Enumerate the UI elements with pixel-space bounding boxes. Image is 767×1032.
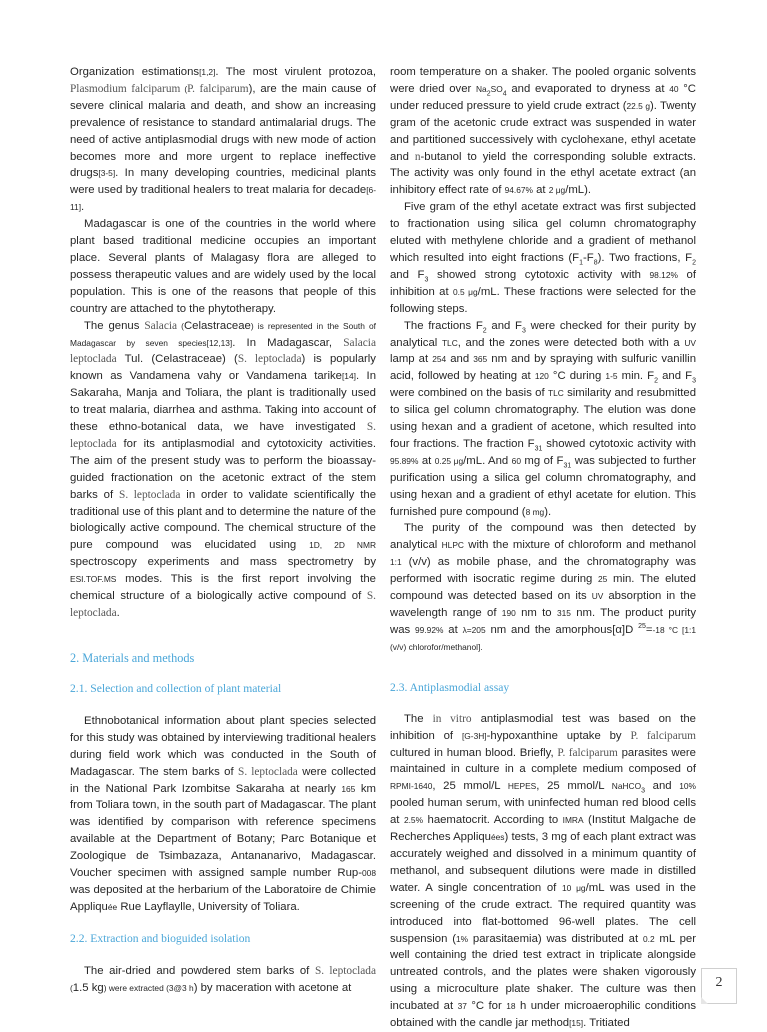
extraction-continued-paragraph: room temperature on a shaker. The pooled organic solvents were dried over $Na_2SO_4$ and evaporated to dryness at 40 °C under reduced pressure to yield crude extract (22.5 g). Twenty gram of the acetonic crude extract was suspended in water and partitioned successively with cyclohexane, ethyl acetate and n-butanol to yield the corresponding soluble extracts. The activity was only found in the ethyl acetate extract (an inhibitory effect rate of 94.67% at 2 μg/mL).: [390, 66, 696, 197]
page-number: 2: [715, 975, 723, 990]
right-column: [390, 64, 696, 1032]
section-heading-extraction: 2.2. Extraction and bioguided isolation: [70, 931, 251, 945]
section-heading-antiplasmodial: 2.3. Antiplasmodial assay: [390, 680, 510, 694]
extraction-paragraph: The air-dried and powdered stem barks of S. leptoclada (1.5 kg) were extracted (3@3 h) by maceration with acetone at: [70, 964, 377, 994]
intro-paragraph-3: The genus Salacia (Celastraceae) is represented in the South of Madagascar by seven species[12,13]. In Madagascar, Salacia leptoclada Tul. (Celastraceae) (S. leptoclada) is popularly known as Vandamena vahy or Vandamena tarike[14]. In Sakaraha, Manja and Toliara, the plant is traditionally used to treat malaria, diarrhea and asthma. Taking into account of these ethno-botanical data, we have investigated S. leptoclada for its antiplasmodial and cytotoxicity activities. The aim of the present study was to perform the bioassay-guided fractionation on the acetonic extract of the stem barks of S. leptoclada in order to validate scientifically the traditional use of this plant and to determine the nature of the biologically active compound. The chemical structure of the pure compound was elucidated using 1D, 2D NMR spectroscopy experiments and mass spectrometry by ESI.TOF.MS modes. This is the first report involving the chemical structure of a biologically active compound of S. leptoclada.: [70, 319, 377, 619]
left-column: [70, 64, 376, 997]
section-heading-materials-methods: 2. Materials and methods: [70, 650, 195, 665]
section-heading-plant-selection: 2.1. Selection and collection of plant material: [70, 681, 282, 695]
purity-paragraph: The purity of the compound was then detected by analytical HLPC with the mixture of chloroform and methanol 1:1 (v/v) as mobile phase, and the chromatography was performed with isocratic regime during 25 min. The eluted compound was detected based on its UV absorption in the wavelength range of 190 nm to 315 nm. The product purity was 99.92% at λ=205 nm and the amorphous[α]D $^{25}$=-18 °C [1:1 (v/v) chlorofor/methanol].: [390, 522, 697, 652]
intro-paragraph-1: Organization estimations[1,2]. The most virulent protozoa, Plasmodium falciparum (P. falciparum), are the main cause of severe clinical malaria and death, and show an increasing prevalence of resistance to standard antimalarial drugs. The need of active antiplasmodial drugs with new mode of action becomes more and more urgent to replace ineffective drugs[3-5]. In many developing countries, medicinal plants were used by traditional healers to treat malaria for decade[6-11].: [70, 66, 376, 214]
purification-paragraph: The fractions $F_2$ and $F_3$ were checked for their purity by analytical TLC, and the zones were detected both with a UV lamp at 254 and 365 nm and by spraying with sulfuric vanillin acid, followed by heating at 120 °C during 1-5 min. $F_2$ and $F_3$ were combined on the basis of TLC similarity and resubmitted to silica gel column chromatography. The elution was done using hexan and a gradient of acetone, which resulted into four fractions. The fraction $F_{31}$ showed cytotoxic activity with 95.89% at 0.25 μg/mL. And 60 mg of $F_{31}$ was subjected to further purification using a silica gel column chromatography, and using hexan and a gradient of ethyl acetate for elution. This furnished pure compound (8 mg).: [390, 319, 697, 518]
plant-selection-paragraph: Ethnobotanical information about plant species selected for this study was obtained by interviewing traditional healers during field work which was conducted in the South of Madagascar. The stem barks of S. leptoclada were collected in the National Park Izombitse Sakaraha at nearly 165 km from Toliara town, in the south part of Madagascar. The plant was identified by comparison with reference specimens available at the Department of Botany; Parc Botanique et Zoologique de Tsimbazaza, Antananarivo, Madagascar. Voucher specimen with assigned sample number Rup-008 was deposited at the herbarium of the Laboratoire de Chimie Appliquée Rue Layflaylle, University of Toliara.: [70, 714, 376, 913]
intro-paragraph-2: Madagascar is one of the countries in the world where plant based traditional medicine occupies an important place. Several plants of Malagasy flora are alleged to possess therapeutic values and are widely used by the local population. This is one of the reasons that people of this country are attached to the phytotherapy.: [70, 218, 376, 315]
fractionation-paragraph: Five gram of the ethyl acetate extract was first subjected to fractionation using silica gel column chromatography eluted with methylene chloride and a gradient of methanol which resulted into eight fractions $(F_1-F_8)$. Two fractions, $F_2$ and $F_3$ showed strong cytotoxic activity with 98.12% of inhibition at 0.5 μg/mL. These fractions were selected for the following steps.: [390, 201, 697, 315]
antiplasmodial-paragraph: The in vitro antiplasmodial test was based on the inhibition of [G-3H]-hypoxanthine uptake by P. falciparum cultured in human blood. Briefly, P. falciparum parasites were maintained in culture in a complete medium composed of RPMI-1640, 25 mmol/L HEPES, 25 mmol/L NaHCO$_3$ and 10% pooled human serum, with uninfected human red blood cells at 2.5% haematocrit. According to IMRA (Institut Malgache de Recherches Appliquées) tests, 3 mg of each plant extract was accurately weighed and dissolved in a minimum quantity of methanol, and subsequent dilutions were made in distilled water. A single concentration of 10 μg/mL was used in the screening of the crude extract. The required quantity was introduced into flat-bottomed 96-well plates. The cell suspension (1% parasitaemia) was distributed at 0.2 mL per well containing the dried test extract in triplicate alongside untreated controls, and the plates were shaken vigorously using a microculture plate shaker. The culture was then incubated at 37 °C for 18 h under microaerophilic conditions obtained with the candle jar method[15]. Tritiated: [390, 712, 697, 1030]
page-number-box: [701, 968, 737, 1004]
